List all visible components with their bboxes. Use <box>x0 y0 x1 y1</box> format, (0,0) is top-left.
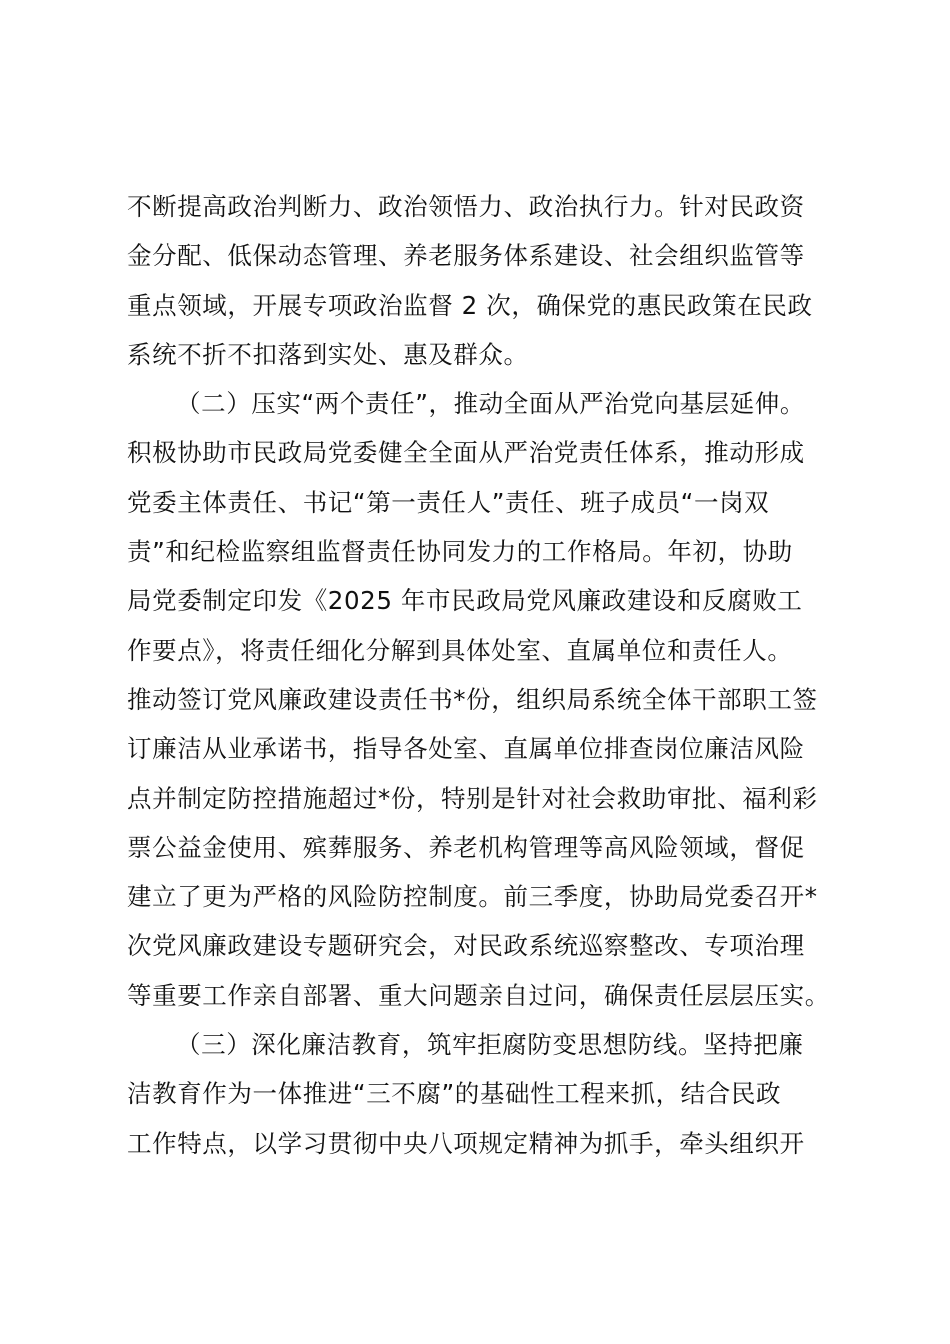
body-text-line: 点并制定防控措施超过*份，特别是针对社会救助审批、福利彩 <box>127 783 818 813</box>
body-text-line: 重点领域，开展专项政治监督 2 次，确保党的惠民政策在民政 <box>127 290 813 320</box>
body-text-line: 洁教育作为一体推进“三不腐”的基础性工程来抓，结合民政 <box>127 1079 782 1109</box>
body-text-line: 次党风廉政建设专题研究会，对民政系统巡察整改、专项治理 <box>127 931 805 961</box>
section-heading-line: （三）深化廉洁教育，筑牢拒腐防变思想防线。坚持把廉 <box>176 1030 804 1060</box>
body-text-line: 工作特点，以学习贯彻中央八项规定精神为抓手，牵头组织开 <box>127 1128 805 1158</box>
body-text-line: 不断提高政治判断力、政治领悟力、政治执行力。针对民政资 <box>127 192 805 221</box>
body-text-line: 责”和纪检监察组监督责任协同发力的工作格局。年初，协助 <box>127 537 793 567</box>
document-body <box>127 182 847 1168</box>
body-text-line: 等重要工作亲自部署、重大问题亲自过问，确保责任层层压实。 <box>127 980 830 1010</box>
body-text-line: 推动签订党风廉政建设责任书*份，组织局系统全体干部职工签 <box>127 684 818 714</box>
body-text-line: 作要点》，将责任细化分解到具体处室、直属单位和责任人。 <box>127 635 793 665</box>
body-text-line: 局党委制定印发《2025 年市民政局党风廉政建设和反腐败工 <box>127 586 803 616</box>
body-text-line: 金分配、低保动态管理、养老服务体系建设、社会组织监管等 <box>127 241 805 271</box>
body-text-line: 积极协助市民政局党委健全全面从严治党责任体系，推动形成 <box>127 438 805 468</box>
body-text-line: 建立了更为严格的风险防控制度。前三季度，协助局党委召开* <box>127 882 818 912</box>
body-text-line: 系统不折不扣落到实处、惠及群众。 <box>127 339 529 369</box>
body-text-line: 党委主体责任、书记“第一责任人”责任、班子成员“一岗双 <box>127 487 770 517</box>
body-text-line: 票公益金使用、殡葬服务、养老机构管理等高风险领域，督促 <box>127 832 805 862</box>
body-text-line: 订廉洁从业承诺书，指导各处室、直属单位排查岗位廉洁风险 <box>127 734 805 764</box>
section-heading-line: （二）压实“两个责任”，推动全面从严治党向基层延伸。 <box>176 389 805 419</box>
